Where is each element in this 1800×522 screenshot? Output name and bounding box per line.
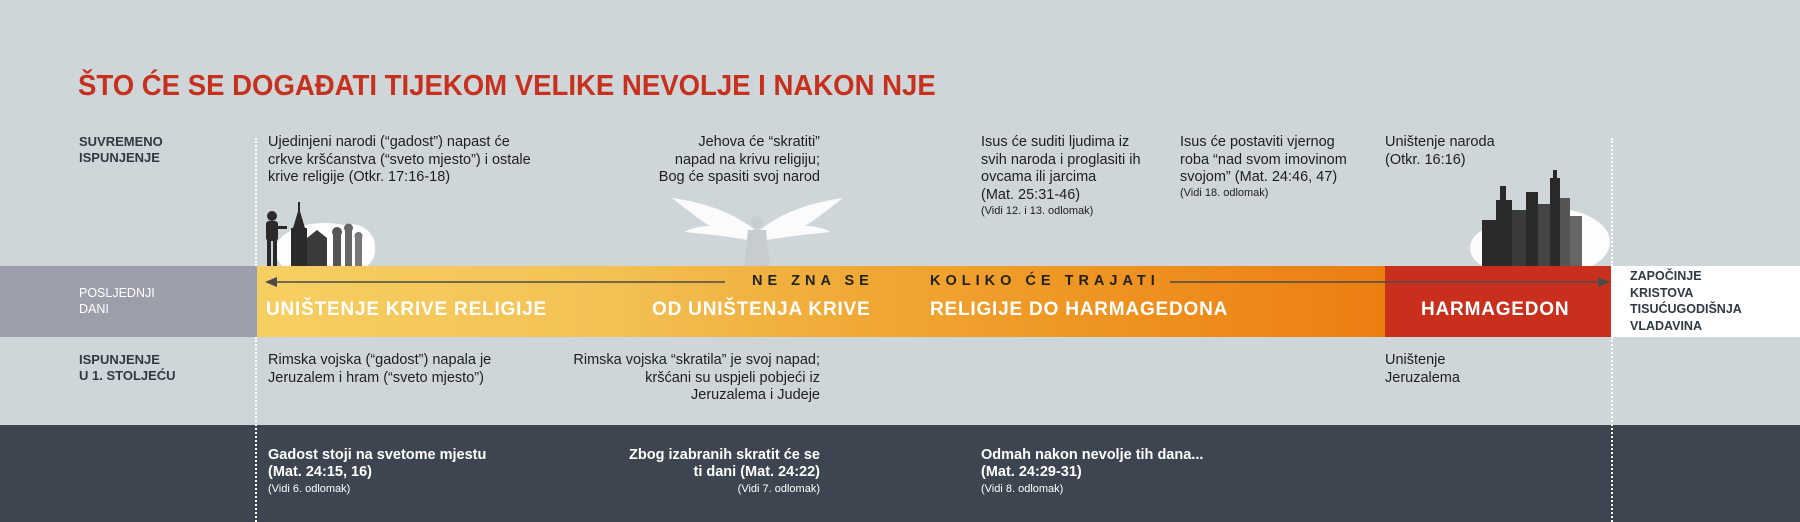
page-title: ŠTO ĆE SE DOGAĐATI TIJEKOM VELIKE NEVOLJE I NAKON NJE: [78, 70, 936, 102]
row-label-first-century: ISPUNJENJE U 1. STOLJEĆU: [79, 352, 176, 383]
unknown-duration-text-1: NE ZNA SE: [752, 273, 874, 289]
scripture-2: Zbog izabranih skratit će se ti dani (Mat. 24:22): [629, 447, 820, 480]
divider-line-right-bottom: [1611, 337, 1613, 522]
modern-event-3: Isus će suditi ljudima iz svih naroda i proglasiti ih ovcama ili jarcima (Mat. 25:31-46): [981, 134, 1141, 203]
modern-event-4-note: (Vidi 18. odlomak): [1180, 187, 1269, 199]
modern-event-1: Ujedinjeni narodi (“gadost”) napast će crkve kršćanstva (“sveto mjesto”) i ostale krive religije (Otkr. 17:16-18): [268, 134, 531, 185]
first-century-event-2: Rimska vojska “skratila” je svoj napad; kršćani su uspjeli pobjeći iz Jeruzalema i Judeje: [573, 352, 820, 403]
angel-illustration: [670, 190, 845, 266]
divider-line-left-bottom: [255, 337, 257, 522]
band-label-to: RELIGIJE DO HARMAGEDONA: [930, 299, 1229, 320]
first-century-event-1: Rimska vojska (“gadost”) napala je Jeruzalem i hram (“sveto mjesto”): [268, 352, 492, 386]
last-days-label: POSLJEDNJI DANI: [79, 286, 155, 316]
divider-line-right-top: [1611, 138, 1613, 266]
row-label-modern: SUVREMENO ISPUNJENJE: [79, 134, 163, 165]
first-century-event-3: Uništenje Jeruzalema: [1385, 352, 1460, 386]
burning-city-illustration: [1460, 170, 1610, 266]
band-label-destruction: UNIŠTENJE KRIVE RELIGIJE: [266, 299, 548, 320]
band-label-from: OD UNIŠTENJA KRIVE: [652, 299, 871, 320]
burning-churches-illustration: [255, 196, 375, 266]
modern-event-4: Isus će postaviti vjernog roba “nad svom imovinom svojom” (Mat. 24:46, 47): [1180, 134, 1347, 185]
modern-event-5: Uništenje naroda (Otkr. 16:16): [1385, 134, 1495, 168]
scripture-1: Gadost stoji na svetome mjestu (Mat. 24:15, 16): [268, 447, 487, 480]
scripture-1-note: (Vidi 6. odlomak): [268, 483, 351, 495]
armageddon-label: HARMAGEDON: [1421, 299, 1570, 320]
scripture-3: Odmah nakon nevolje tih dana... (Mat. 24:29-31): [981, 447, 1204, 480]
modern-event-3-note: (Vidi 12. i 13. odlomak): [981, 205, 1094, 217]
millennium-label: ZAPOČINJE KRISTOVA TISUĆUGODIŠNJA VLADAVINA: [1630, 269, 1742, 333]
modern-event-2: Jehova će “skratiti” napad na krivu religiju; Bog će spasiti svoj narod: [658, 134, 820, 185]
unknown-duration-text-2: KOLIKO ĆE TRAJATI: [930, 273, 1160, 289]
scripture-3-note: (Vidi 8. odlomak): [981, 483, 1064, 495]
scripture-2-note: (Vidi 7. odlomak): [737, 483, 820, 495]
